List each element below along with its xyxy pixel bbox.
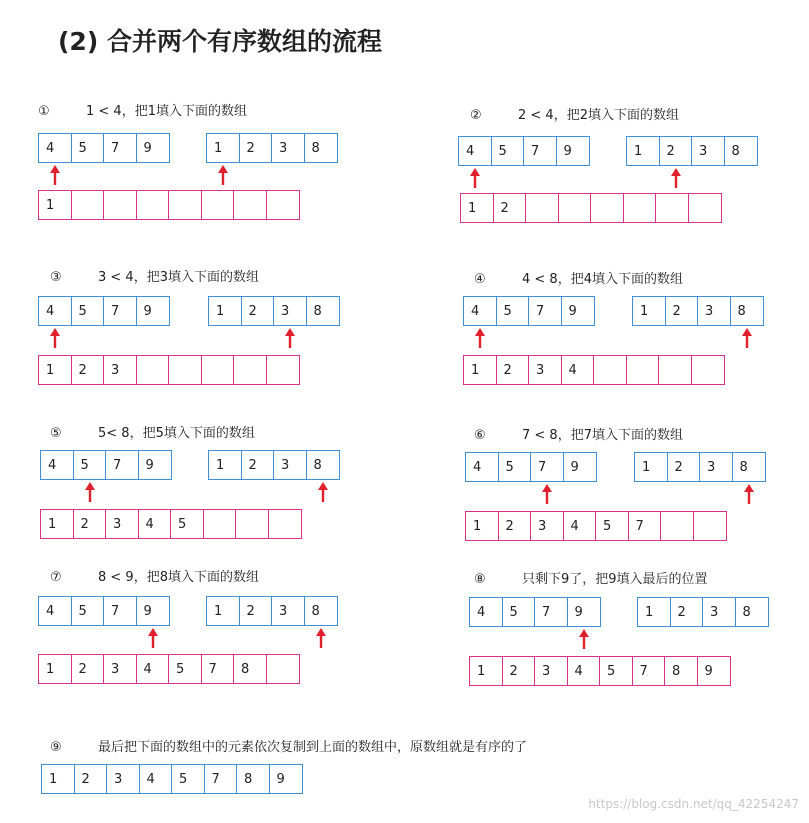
array-cell: 2 — [239, 133, 273, 163]
array-cell — [660, 511, 694, 541]
array-cell: 3 — [691, 136, 725, 166]
array-cell: 1 — [460, 193, 494, 223]
step-number: ⑤ — [50, 426, 62, 441]
array-cell: 5 — [595, 511, 629, 541]
step-description: 3 < 4，把3填入下面的数组 — [98, 270, 259, 285]
step-label — [474, 568, 708, 587]
array-cell: 7 — [201, 654, 235, 684]
array-cell — [658, 355, 692, 385]
array-cell: 9 — [563, 452, 597, 482]
step-label — [50, 266, 259, 285]
array-cell: 2 — [670, 597, 704, 627]
array-cell: 2 — [241, 296, 275, 326]
array-cell: 3 — [273, 296, 307, 326]
array-cell — [593, 355, 627, 385]
right-array — [637, 597, 769, 627]
array-cell: 4 — [567, 656, 601, 686]
array-cell: 7 — [632, 656, 666, 686]
array-cell: 2 — [496, 355, 530, 385]
array-cell: 2 — [502, 656, 536, 686]
step-number: ① — [38, 104, 50, 119]
array-cell: 3 — [103, 355, 137, 385]
array-cell: 3 — [699, 452, 733, 482]
array-cell — [655, 193, 689, 223]
step-number: ④ — [474, 272, 486, 287]
array-cell: 9 — [269, 764, 303, 794]
step-label — [474, 424, 683, 443]
array-cell: 2 — [665, 296, 699, 326]
array-cell: 8 — [306, 296, 340, 326]
array-cell: 3 — [528, 355, 562, 385]
array-cell: 1 — [38, 654, 72, 684]
array-cell — [203, 509, 237, 539]
array-cell: 1 — [637, 597, 671, 627]
array-cell — [525, 193, 559, 223]
array-cell: 1 — [469, 656, 503, 686]
array-cell: 3 — [697, 296, 731, 326]
array-cell: 2 — [498, 511, 532, 541]
right-array — [208, 450, 340, 480]
right-array — [206, 133, 338, 163]
array-cell: 1 — [206, 596, 240, 626]
array-cell — [233, 190, 267, 220]
pointer-arrow-icon — [50, 328, 60, 348]
array-cell: 8 — [732, 452, 766, 482]
array-cell: 1 — [626, 136, 660, 166]
step-description: 8 < 9，把8填入下面的数组 — [98, 570, 259, 585]
array-cell — [168, 190, 202, 220]
array-cell: 9 — [136, 596, 170, 626]
watermark: https://blog.csdn.net/qq_42254247 — [588, 797, 799, 811]
array-cell — [136, 190, 170, 220]
array-cell: 7 — [105, 450, 139, 480]
step-description: 1 < 4，把1填入下面的数组 — [86, 104, 247, 119]
step-number: ② — [470, 108, 482, 123]
array-cell: 1 — [40, 509, 74, 539]
pointer-arrow-icon — [318, 482, 328, 502]
step-description: 4 < 8，把4填入下面的数组 — [522, 272, 683, 287]
array-cell: 9 — [556, 136, 590, 166]
array-cell — [233, 355, 267, 385]
array-cell: 8 — [304, 133, 338, 163]
pointer-arrow-icon — [579, 629, 589, 649]
array-cell: 4 — [561, 355, 595, 385]
step-description: 5< 8，把5填入下面的数组 — [98, 426, 255, 441]
array-cell: 5 — [498, 452, 532, 482]
left-array — [38, 596, 170, 626]
array-cell — [688, 193, 722, 223]
step-label — [38, 100, 247, 119]
array-cell: 8 — [730, 296, 764, 326]
array-cell: 9 — [136, 296, 170, 326]
array-cell: 7 — [530, 452, 564, 482]
array-cell — [71, 190, 105, 220]
array-cell: 4 — [465, 452, 499, 482]
step-label — [50, 566, 259, 585]
array-cell — [168, 355, 202, 385]
array-cell: 4 — [563, 511, 597, 541]
pointer-arrow-icon — [85, 482, 95, 502]
result-array — [38, 190, 300, 220]
step-number: ③ — [50, 270, 62, 285]
array-cell: 7 — [523, 136, 557, 166]
array-cell: 3 — [103, 654, 137, 684]
array-cell: 9 — [567, 597, 601, 627]
left-array — [38, 133, 170, 163]
array-cell: 5 — [71, 296, 105, 326]
right-array — [208, 296, 340, 326]
array-cell: 4 — [136, 654, 170, 684]
step-number: ⑨ — [50, 740, 62, 755]
step-description: 2 < 4，把2填入下面的数组 — [518, 108, 679, 123]
array-cell: 2 — [239, 596, 273, 626]
array-cell — [266, 190, 300, 220]
array-cell: 8 — [233, 654, 267, 684]
pointer-arrow-icon — [316, 628, 326, 648]
array-cell: 1 — [208, 450, 242, 480]
step-description: 最后把下面的数组中的元素依次复制到上面的数组中，原数组就是有序的了 — [98, 740, 528, 755]
array-cell — [623, 193, 657, 223]
result-array — [38, 654, 300, 684]
array-cell: 5 — [599, 656, 633, 686]
pointer-arrow-icon — [470, 168, 480, 188]
array-cell — [626, 355, 660, 385]
array-cell: 7 — [528, 296, 562, 326]
left-array — [463, 296, 595, 326]
array-cell: 1 — [38, 355, 72, 385]
array-cell: 5 — [171, 764, 205, 794]
array-cell — [201, 355, 235, 385]
right-array — [634, 452, 766, 482]
pointer-arrow-icon — [50, 165, 60, 185]
array-cell: 1 — [206, 133, 240, 163]
array-cell: 1 — [634, 452, 668, 482]
array-cell: 1 — [41, 764, 75, 794]
step-label — [50, 736, 527, 755]
pointer-arrow-icon — [744, 484, 754, 504]
array-cell: 4 — [138, 509, 172, 539]
array-cell — [103, 190, 137, 220]
array-cell: 4 — [463, 296, 497, 326]
step-number: ⑦ — [50, 570, 62, 585]
result-array — [469, 656, 731, 686]
array-cell: 9 — [138, 450, 172, 480]
array-cell: 8 — [735, 597, 769, 627]
array-cell: 5 — [73, 450, 107, 480]
step-description: 7 < 8，把7填入下面的数组 — [522, 428, 683, 443]
pointer-arrow-icon — [475, 328, 485, 348]
array-cell: 2 — [659, 136, 693, 166]
right-array — [632, 296, 764, 326]
array-cell: 8 — [304, 596, 338, 626]
array-cell: 7 — [103, 296, 137, 326]
array-cell: 8 — [306, 450, 340, 480]
array-cell: 1 — [632, 296, 666, 326]
array-cell — [590, 193, 624, 223]
array-cell: 5 — [496, 296, 530, 326]
array-cell — [693, 511, 727, 541]
array-cell: 4 — [38, 133, 72, 163]
array-cell: 5 — [170, 509, 204, 539]
array-cell: 7 — [103, 596, 137, 626]
array-cell: 5 — [168, 654, 202, 684]
array-cell: 2 — [71, 355, 105, 385]
array-cell: 3 — [273, 450, 307, 480]
array-cell: 3 — [530, 511, 564, 541]
result-array — [460, 193, 722, 223]
array-cell: 3 — [271, 596, 305, 626]
array-cell: 1 — [38, 190, 72, 220]
array-cell: 1 — [208, 296, 242, 326]
page-title: (2) 合并两个有序数组的流程 — [58, 27, 382, 56]
left-array — [40, 450, 172, 480]
result-array — [40, 509, 302, 539]
array-cell: 5 — [71, 596, 105, 626]
array-cell: 4 — [38, 296, 72, 326]
array-cell: 9 — [561, 296, 595, 326]
array-cell: 2 — [667, 452, 701, 482]
result-array — [38, 355, 300, 385]
step-number: ⑧ — [474, 572, 486, 587]
step-label — [50, 422, 255, 441]
left-array — [458, 136, 590, 166]
array-cell: 4 — [139, 764, 173, 794]
array-cell: 5 — [71, 133, 105, 163]
array-cell: 4 — [469, 597, 503, 627]
array-cell: 5 — [502, 597, 536, 627]
array-cell: 3 — [534, 656, 568, 686]
array-cell: 3 — [271, 133, 305, 163]
array-cell: 8 — [664, 656, 698, 686]
left-array — [469, 597, 601, 627]
array-cell — [266, 355, 300, 385]
array-cell: 3 — [105, 509, 139, 539]
array-cell: 3 — [106, 764, 140, 794]
array-cell: 7 — [204, 764, 238, 794]
right-array — [626, 136, 758, 166]
step-label — [470, 104, 679, 123]
array-cell — [558, 193, 592, 223]
array-cell: 8 — [724, 136, 758, 166]
array-cell: 1 — [463, 355, 497, 385]
step-label — [474, 268, 683, 287]
array-cell — [235, 509, 269, 539]
array-cell: 7 — [628, 511, 662, 541]
array-cell — [136, 355, 170, 385]
result-array — [465, 511, 727, 541]
array-cell: 3 — [702, 597, 736, 627]
left-array — [465, 452, 597, 482]
array-cell — [268, 509, 302, 539]
array-cell: 5 — [491, 136, 525, 166]
final-array — [41, 764, 303, 794]
array-cell: 2 — [74, 764, 108, 794]
pointer-arrow-icon — [148, 628, 158, 648]
array-cell: 2 — [71, 654, 105, 684]
array-cell: 9 — [697, 656, 731, 686]
step-number: ⑥ — [474, 428, 486, 443]
array-cell: 1 — [465, 511, 499, 541]
pointer-arrow-icon — [285, 328, 295, 348]
array-cell — [691, 355, 725, 385]
array-cell: 7 — [103, 133, 137, 163]
array-cell: 4 — [40, 450, 74, 480]
result-array — [463, 355, 725, 385]
right-array — [206, 596, 338, 626]
pointer-arrow-icon — [542, 484, 552, 504]
step-description: 只剩下9了，把9填入最后的位置 — [522, 572, 708, 587]
array-cell: 2 — [73, 509, 107, 539]
pointer-arrow-icon — [218, 165, 228, 185]
array-cell: 8 — [236, 764, 270, 794]
pointer-arrow-icon — [671, 168, 681, 188]
left-array — [38, 296, 170, 326]
pointer-arrow-icon — [742, 328, 752, 348]
array-cell — [201, 190, 235, 220]
array-cell: 2 — [241, 450, 275, 480]
array-cell: 7 — [534, 597, 568, 627]
array-cell: 2 — [493, 193, 527, 223]
array-cell: 4 — [38, 596, 72, 626]
array-cell — [266, 654, 300, 684]
array-cell: 9 — [136, 133, 170, 163]
array-cell: 4 — [458, 136, 492, 166]
